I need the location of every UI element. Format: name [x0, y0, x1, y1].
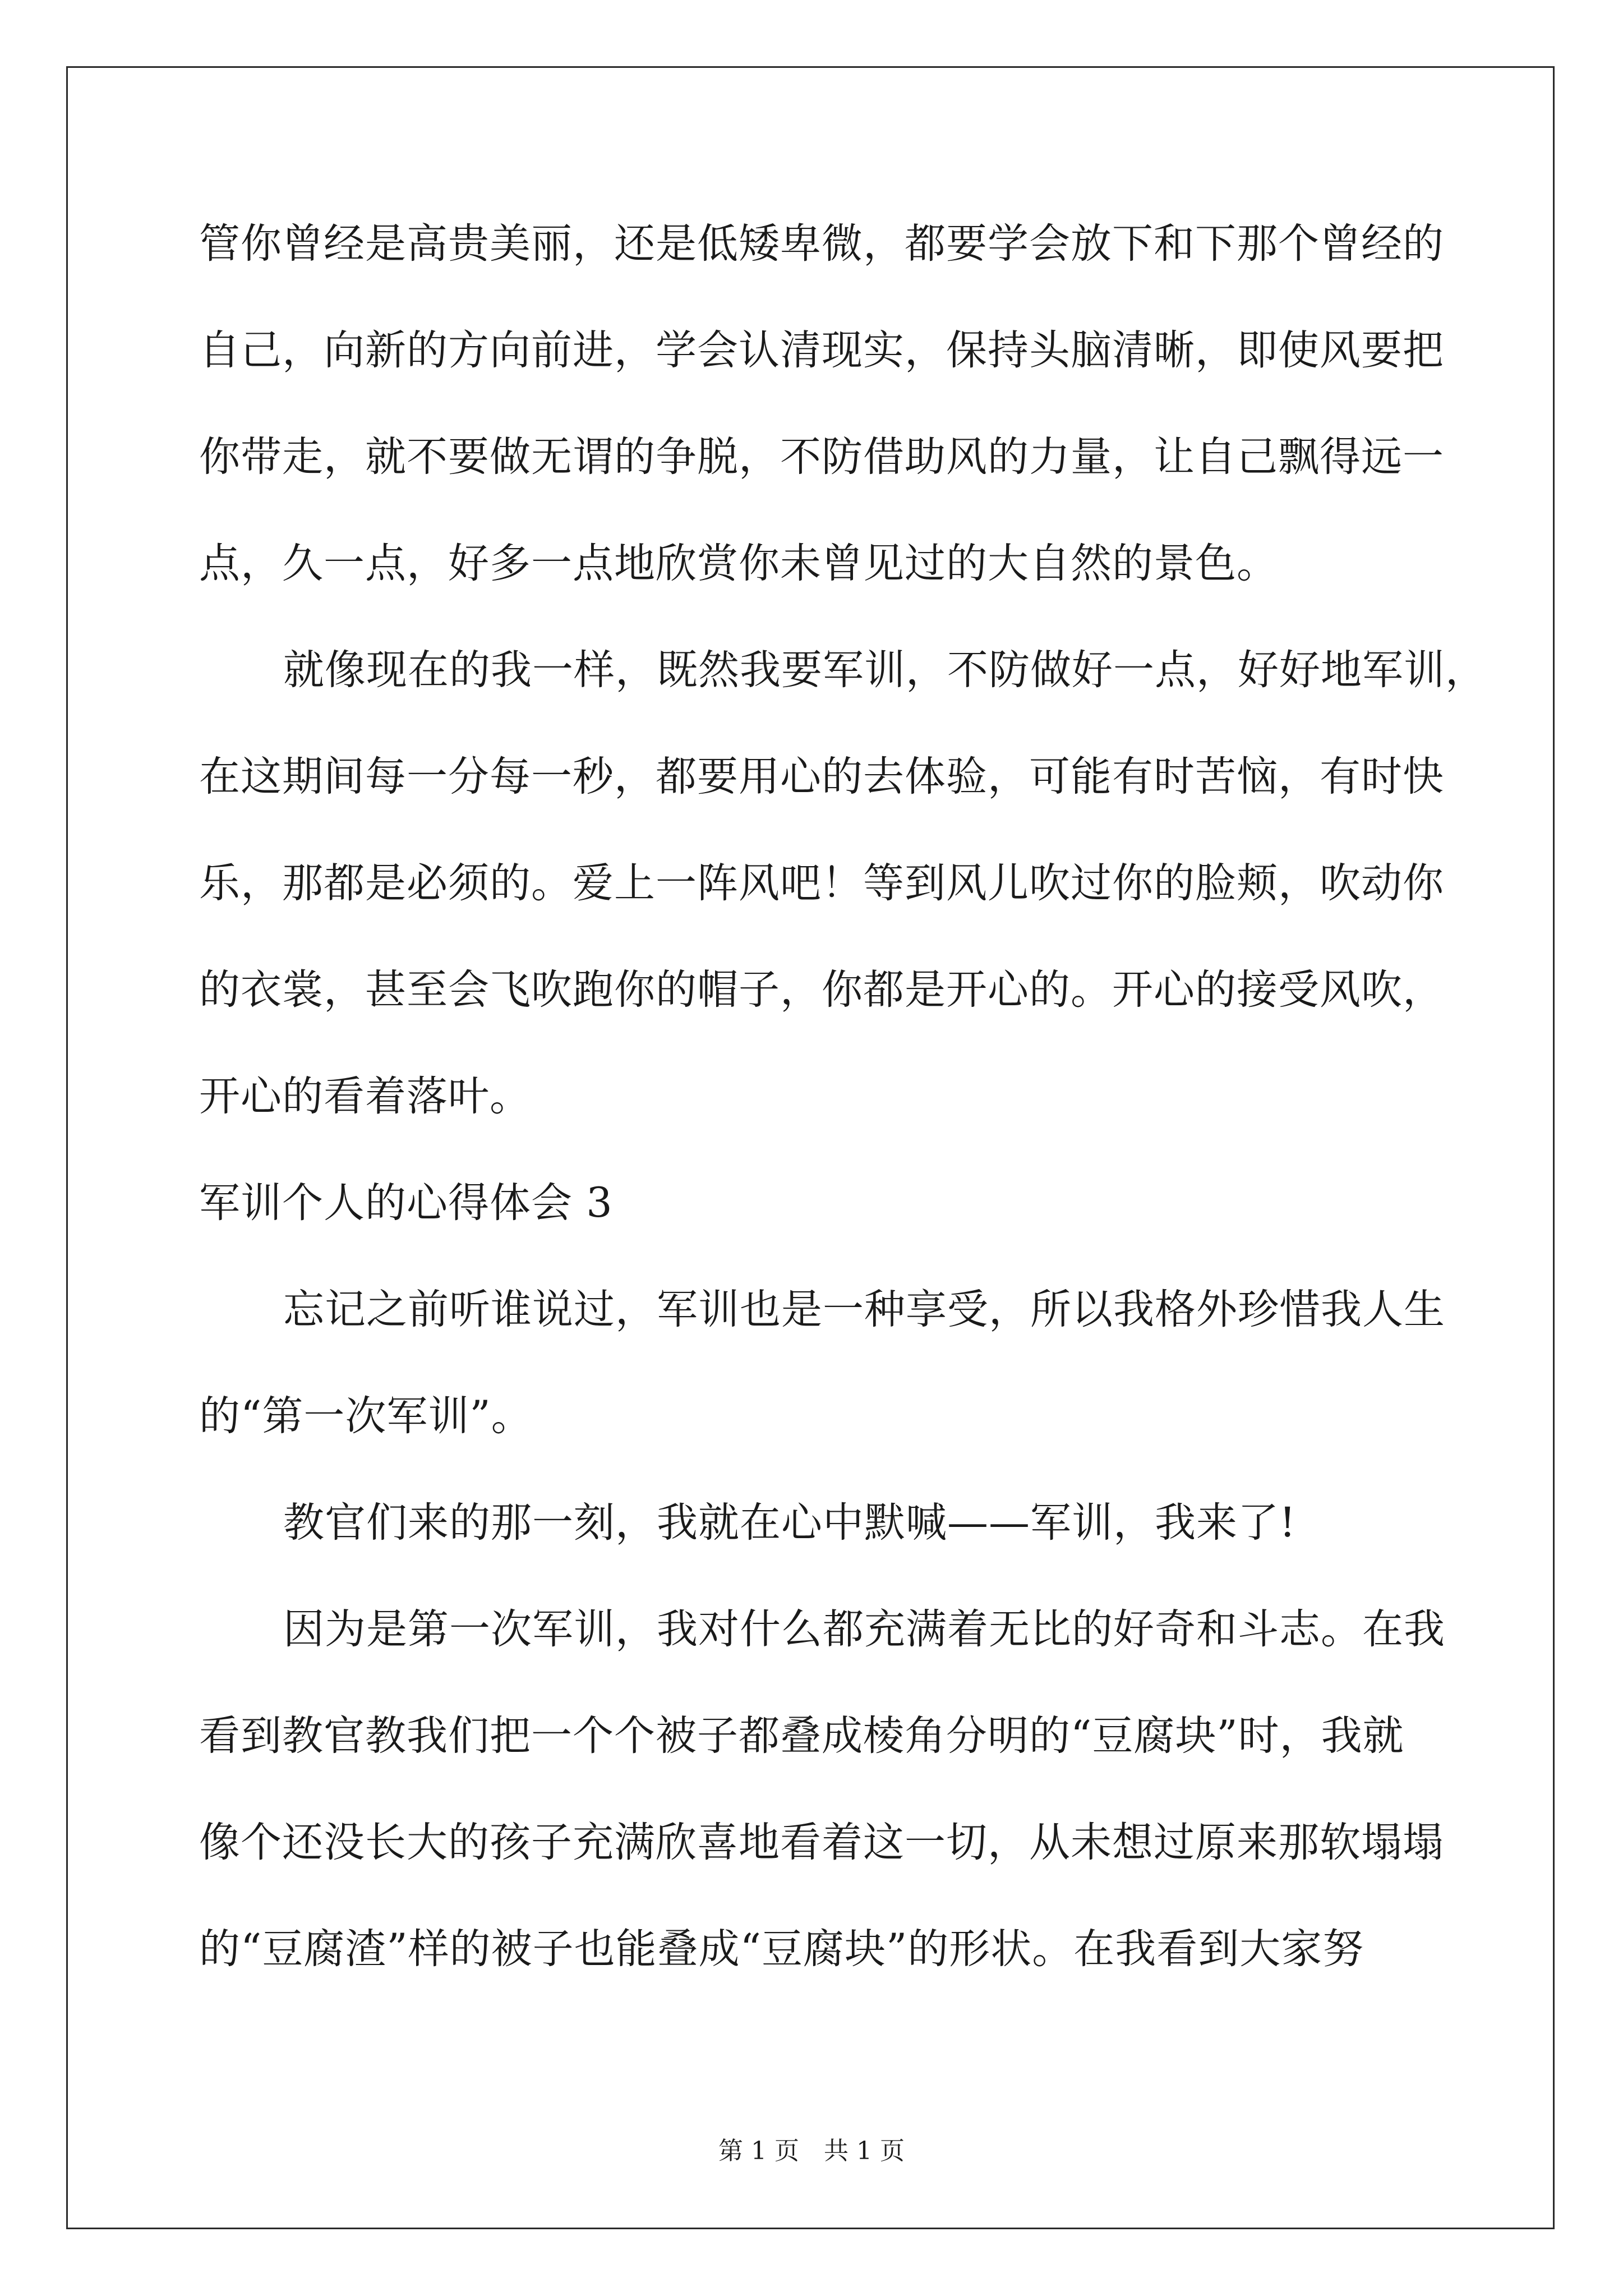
paragraph-line: 的衣裳，甚至会飞吹跑你的帽子，你都是开心的。开心的接受风吹， — [199, 966, 1444, 1014]
paragraph-line: 忘记之前听谁说过，军训也是一种享受，所以我格外珍惜我人生 — [283, 1286, 1445, 1333]
paragraph-line: 开心的看着落叶。 — [199, 1073, 531, 1120]
paragraph-line: 自己，向新的方向前进，学会认清现实，保持头脑清晰，即使风要把 — [199, 326, 1444, 374]
paragraph-line: 像个还没长大的孩子充满欣喜地看着这一切，从未想过原来那软塌塌 — [199, 1819, 1444, 1866]
paragraph-line: 管你曾经是高贵美丽，还是低矮卑微，都要学会放下和下那个曾经的 — [199, 220, 1444, 268]
paragraph-line: 因为是第一次军训，我对什么都充满着无比的好奇和斗志。在我 — [283, 1605, 1445, 1653]
page-border — [66, 66, 1555, 2229]
paragraph-line: 乐，那都是必须的。爱上一阵风吧！等到风儿吹过你的脸颊，吹动你 — [199, 859, 1444, 907]
paragraph-line: 在这期间每一分每一秒，都要用心的去体验，可能有时苦恼，有时快 — [199, 753, 1444, 800]
paragraph-line: 的“第一次军训”。 — [199, 1392, 533, 1440]
paragraph-line: 看到教官教我们把一个个被子都叠成棱角分明的“豆腐块”时，我就 — [199, 1712, 1404, 1760]
page-number-footer: 第 1 页 共 1 页 — [718, 2137, 905, 2165]
paragraph-line: 点，久一点，好多一点地欣赏你未曾见过的大自然的景色。 — [199, 540, 1278, 587]
section-title: 军训个人的心得体会 3 — [199, 1179, 613, 1227]
paragraph-line: 就像现在的我一样，既然我要军训，不防做好一点，好好地军训， — [283, 646, 1487, 694]
paragraph-line: 的“豆腐渣”样的被子也能叠成“豆腐块”的形状。在我看到大家努 — [199, 1925, 1364, 1973]
paragraph-line: 教官们来的那一刻，我就在心中默喊——军训，我来了! — [283, 1499, 1297, 1547]
paragraph-line: 你带走，就不要做无谓的争脱，不防借助风的力量，让自己飘得远一 — [199, 433, 1444, 481]
